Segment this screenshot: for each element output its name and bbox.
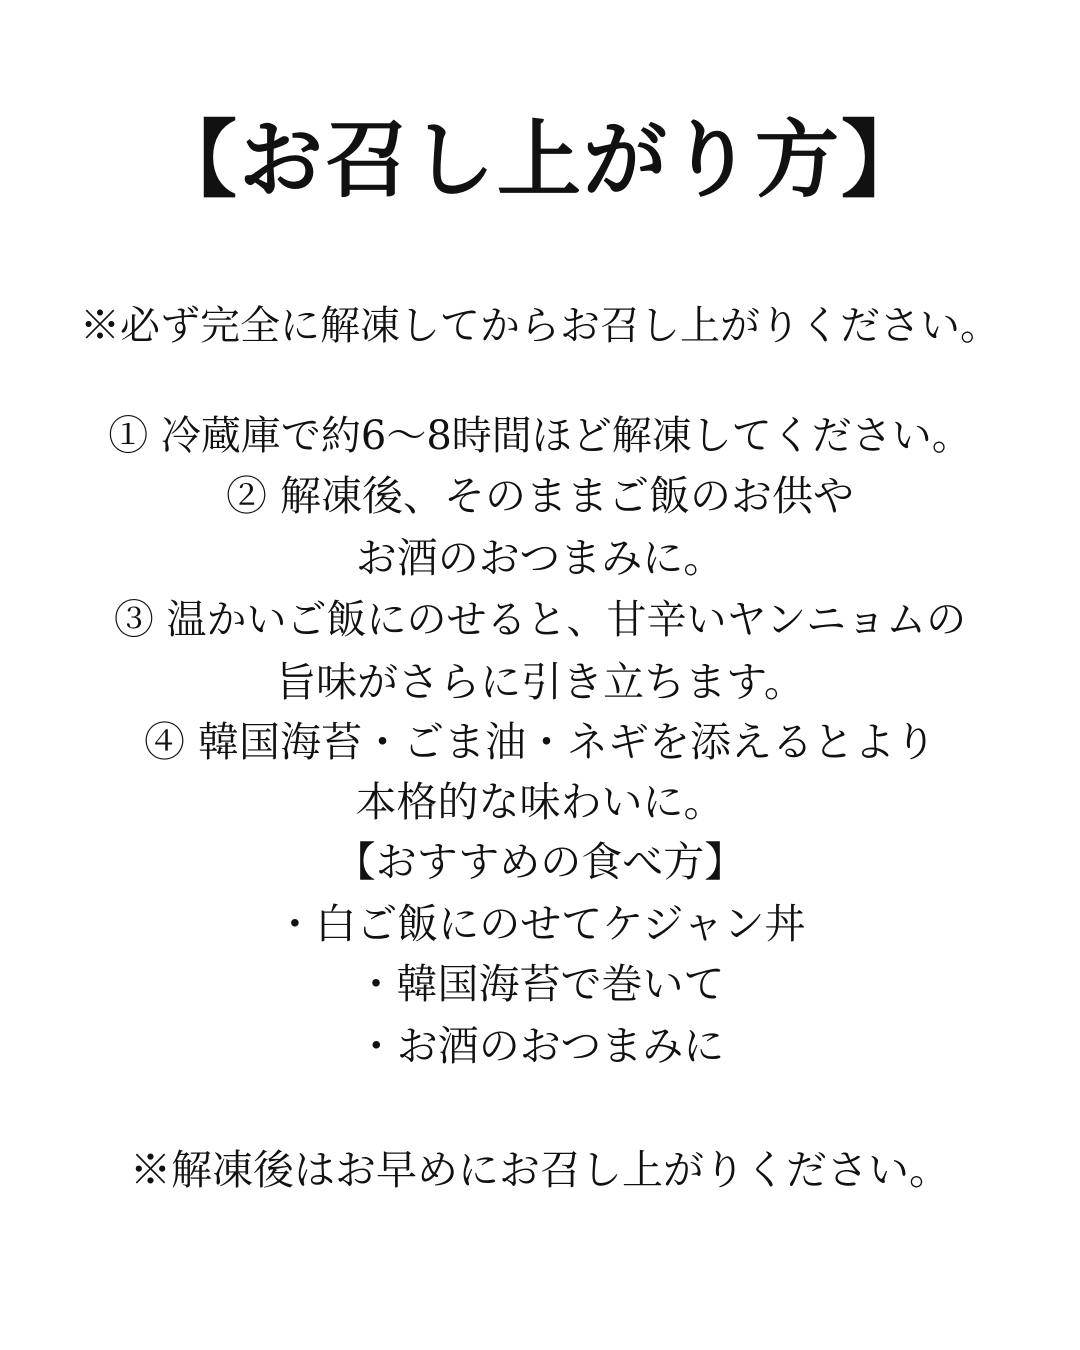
step-4-text-line-1: ④ 韓国海苔・ごま油・ネギを添えるとより xyxy=(143,718,937,766)
step-2-text-line-2: お酒のおつまみに。 xyxy=(355,534,725,582)
recommend-item: ・白ご飯にのせてケジャン丼 xyxy=(274,900,806,948)
recommend-item: ・韓国海苔で巻いて xyxy=(355,960,725,1008)
step-2-text-line-1: ② 解凍後、そのままご飯のお供や xyxy=(225,472,855,520)
recommend-item: ・お酒のおつまみに xyxy=(355,1022,725,1070)
step-1-text: ① 冷蔵庫で約6〜8時間ほど解凍してください。 xyxy=(108,413,972,459)
closing-notice: ※解凍後はお早めにお召し上がりください。 xyxy=(130,1146,950,1194)
step-3-text-line-2: 旨味がさらに引き立ちます。 xyxy=(275,658,805,706)
step-3-text-line-1: ③ 温かいご飯にのせると、甘辛いヤンニョムの xyxy=(113,597,967,643)
recommend-heading: 【おすすめの食べ方】 xyxy=(334,838,746,886)
step-4-text-line-2: 本格的な味わいに。 xyxy=(355,778,725,826)
thaw-notice: ※必ず完全に解凍してからお召し上がりください。 xyxy=(80,303,1000,349)
page-title: 【お召し上がり方】 xyxy=(152,110,927,209)
